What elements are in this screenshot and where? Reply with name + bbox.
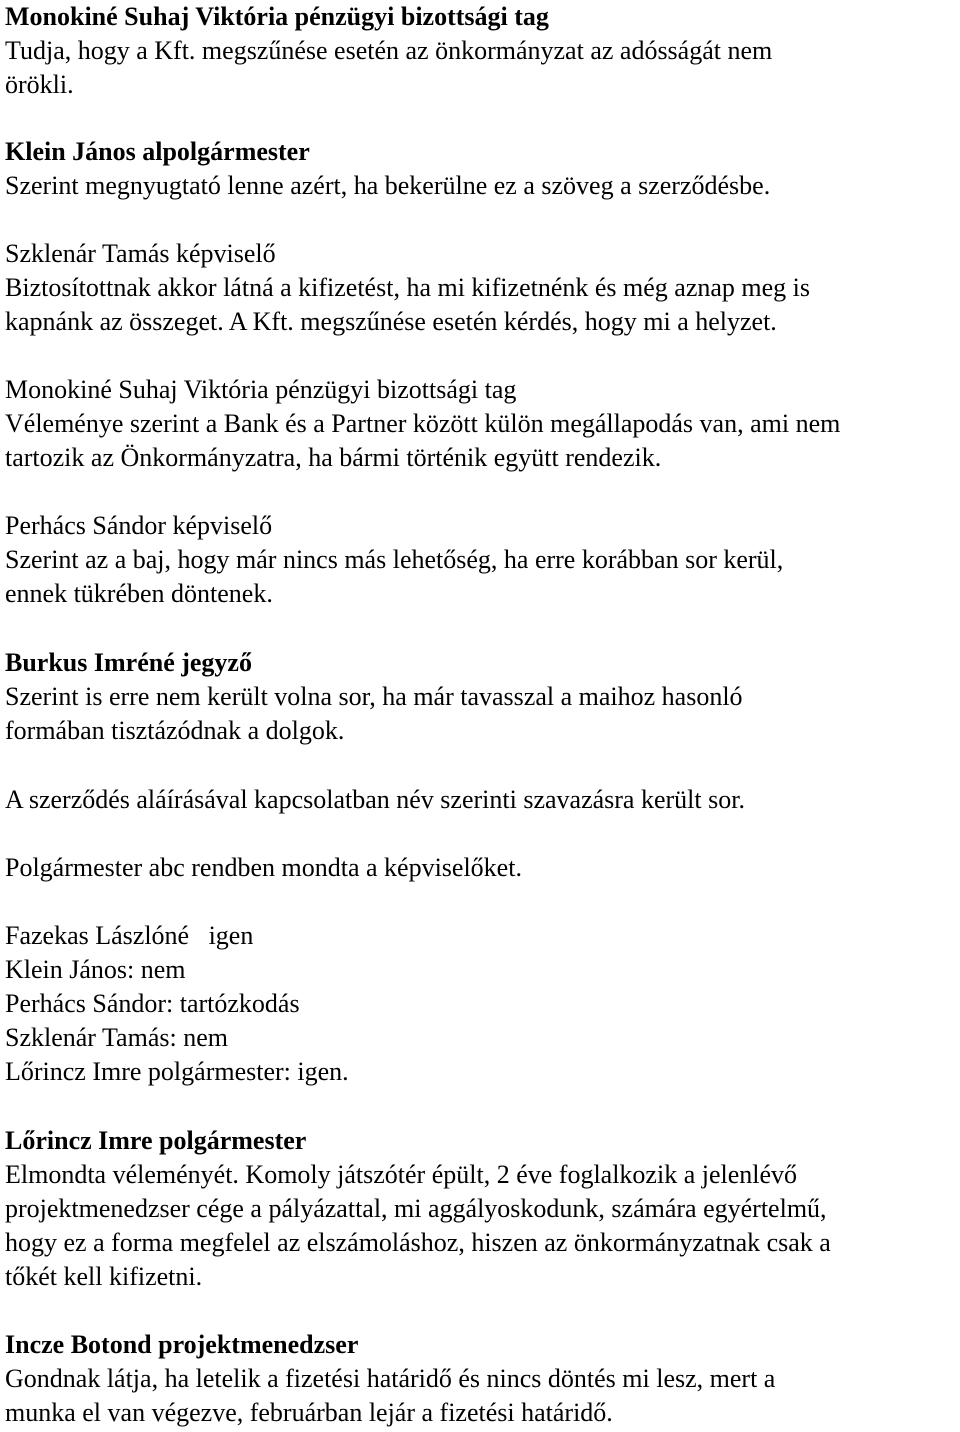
abc-order-paragraph	[5, 851, 955, 885]
speaker-name: Klein János alpolgármester	[5, 137, 310, 166]
speech-line: örökli.	[5, 70, 74, 99]
speaker-name: Incze Botond projektmenedzser	[5, 1330, 359, 1359]
vote-intro-paragraph	[5, 783, 955, 817]
speech-line: ennek tükrében döntenek.	[5, 579, 273, 608]
speaker-name: Szklenár Tamás képviselő	[5, 239, 276, 268]
speech-section	[5, 646, 955, 748]
speech-section	[5, 1124, 955, 1294]
speech-section	[5, 0, 955, 102]
speech-section	[5, 373, 955, 475]
speech-section	[5, 237, 955, 339]
speech-line: Gondnak látja, ha letelik a fizetési határidő és nincs döntés mi lesz, mert a	[5, 1364, 776, 1393]
vote-item: Perhács Sándor: tartózkodás	[5, 989, 300, 1018]
speech-section	[5, 509, 955, 611]
speech-line: tőkét kell kifizetni.	[5, 1262, 203, 1291]
speaker-name: Burkus Imréné jegyző	[5, 648, 252, 677]
speech-line: Szerint is erre nem került volna sor, ha már tavasszal a maihoz hasonló	[5, 682, 743, 711]
speech-section	[5, 135, 955, 203]
speech-line: munka el van végezve, februárban lejár a fizetési határidő.	[5, 1398, 613, 1427]
vote-item: Szklenár Tamás: nem	[5, 1023, 228, 1052]
speech-line: Véleménye szerint a Bank és a Partner között külön megállapodás van, ami nem	[5, 409, 841, 438]
speech-section	[5, 1328, 955, 1430]
speech-line: hogy ez a forma megfelel az elszámoláshoz, hiszen az önkormányzatnak csak a	[5, 1228, 831, 1257]
speech-line: Biztosítottnak akkor látná a kifizetést, ha mi kifizetnénk és még aznap meg is	[5, 273, 811, 302]
vote-item: Fazekas Lászlóné igen	[5, 921, 254, 950]
vote-item: Lőrincz Imre polgármester: igen.	[5, 1057, 349, 1086]
speech-line: Tudja, hogy a Kft. megszűnése esetén az önkormányzat az adósságát nem	[5, 36, 773, 65]
speaker-name: Monokiné Suhaj Viktória pénzügyi bizottsági tag	[5, 375, 517, 404]
speaker-name: Perhács Sándor képviselő	[5, 511, 273, 540]
paragraph-text: Polgármester abc rendben mondta a képviselőket.	[5, 853, 522, 882]
vote-list	[5, 919, 955, 1089]
speech-line: Elmondta véleményét. Komoly játszótér épült, 2 éve foglalkozik a jelenlévő	[5, 1160, 798, 1189]
speaker-name: Monokiné Suhaj Viktória pénzügyi bizottsági tag	[5, 2, 549, 31]
speech-line: formában tisztázódnak a dolgok.	[5, 716, 345, 745]
speech-line: Szerint az a baj, hogy már nincs más lehetőség, ha erre korábban sor kerül,	[5, 545, 784, 574]
speech-line: Szerint megnyugtató lenne azért, ha bekerülne ez a szöveg a szerződésbe.	[5, 171, 771, 200]
vote-item: Klein János: nem	[5, 955, 186, 984]
speech-line: projektmenedzser cége a pályázattal, mi aggályoskodunk, számára egyértelmű,	[5, 1194, 827, 1223]
paragraph-text: A szerződés aláírásával kapcsolatban név szerinti szavazásra került sor.	[5, 785, 745, 814]
speaker-name: Lőrincz Imre polgármester	[5, 1126, 307, 1155]
speech-line: tartozik az Önkormányzatra, ha bármi történik együtt rendezik.	[5, 443, 662, 472]
speech-line: kapnánk az összeget. A Kft. megszűnése esetén kérdés, hogy mi a helyzet.	[5, 307, 777, 336]
